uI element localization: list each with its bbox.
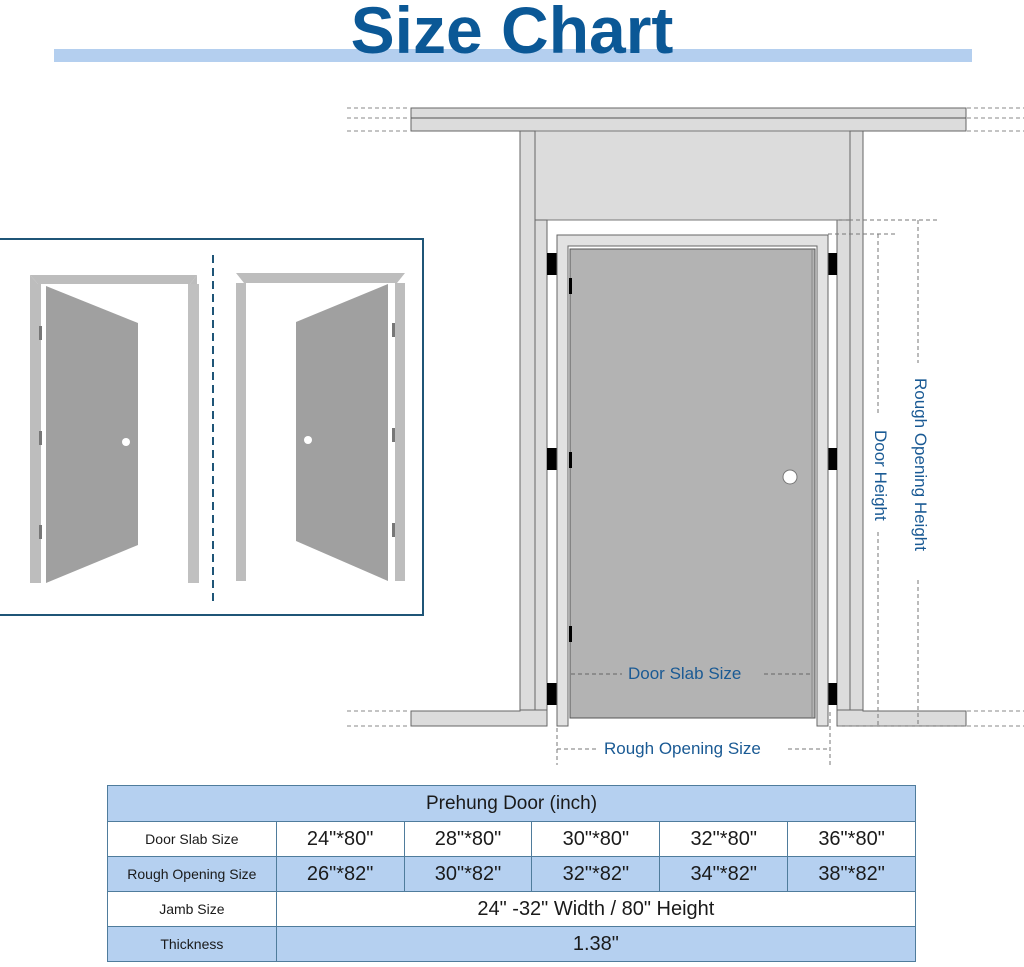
door-height-label: Door Height <box>871 430 890 521</box>
table-cell: 38"*82" <box>788 857 916 892</box>
table-cell: 30"*82" <box>404 857 532 892</box>
table-row-door-slab <box>108 822 916 857</box>
rough-opening-size-label: Rough Opening Size <box>604 739 761 758</box>
jamb-size-value: 24" -32" Width / 80" Height <box>276 892 915 927</box>
table-row-rough-opening <box>108 857 916 892</box>
row-label: Thickness <box>108 927 277 962</box>
row-label: Door Slab Size <box>108 822 277 857</box>
page-title: Size Chart <box>350 0 674 67</box>
table-cell: 34"*82" <box>660 857 788 892</box>
table-row-jamb <box>108 892 916 927</box>
table-header-row <box>108 786 916 822</box>
prehung-door-size-table <box>107 785 916 962</box>
table-row-thickness <box>108 927 916 962</box>
table-cell: 28"*80" <box>404 822 532 857</box>
rough-opening-height-label: Rough Opening Height <box>911 378 930 551</box>
table-cell: 32"*82" <box>532 857 660 892</box>
table-cell: 32"*80" <box>660 822 788 857</box>
row-label: Jamb Size <box>108 892 277 927</box>
swing-direction-panel <box>0 239 423 615</box>
row-label: Rough Opening Size <box>108 857 277 892</box>
table-header: Prehung Door (inch) <box>108 786 916 822</box>
table-cell: 36"*80" <box>788 822 916 857</box>
table-cell: 30"*80" <box>532 822 660 857</box>
door-slab-size-label: Door Slab Size <box>628 664 742 683</box>
table-cell: 26"*82" <box>276 857 404 892</box>
thickness-value: 1.38" <box>276 927 915 962</box>
table-cell: 24"*80" <box>276 822 404 857</box>
